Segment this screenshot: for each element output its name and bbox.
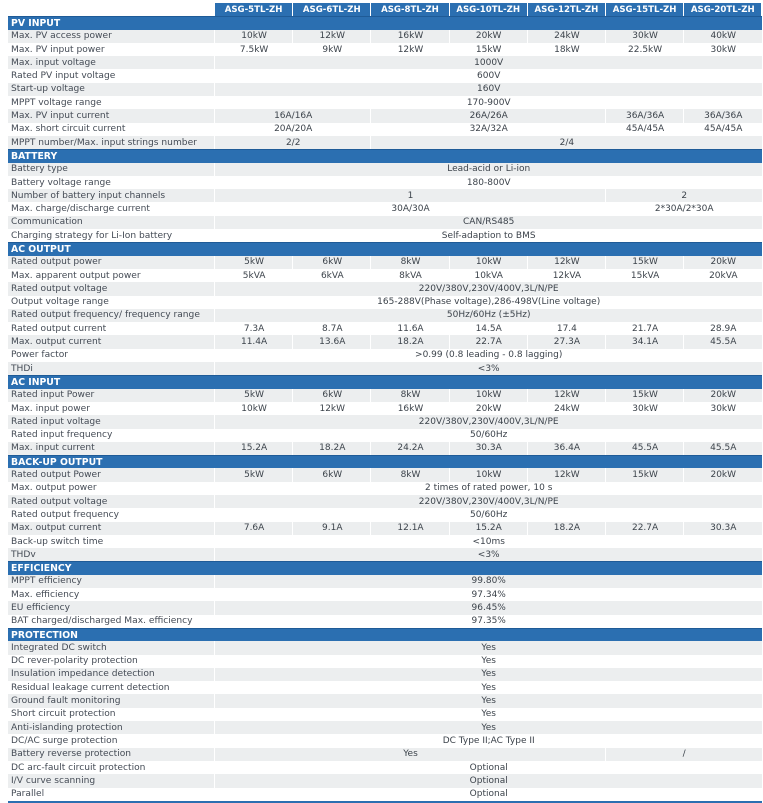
spec-label: DC rever-polarity protection <box>11 656 138 667</box>
spec-row <box>8 269 762 282</box>
model-header-row <box>8 3 762 16</box>
spec-row <box>8 56 762 69</box>
spec-value: 8kW <box>370 256 449 269</box>
spec-label: Insulation impedance detection <box>11 669 155 680</box>
spec-row <box>8 309 762 322</box>
spec-value: 30kW <box>605 30 684 43</box>
spec-label: MPPT efficiency <box>11 576 82 587</box>
spec-value: Optional <box>214 788 762 801</box>
spec-label: Integrated DC switch <box>11 642 107 653</box>
spec-value: 97.34% <box>214 588 762 601</box>
spec-label: MPPT voltage range <box>11 97 102 108</box>
spec-value: 14.5A <box>449 322 528 335</box>
spec-label: Rated input voltage <box>11 416 101 427</box>
spec-value: 40kW <box>683 30 762 43</box>
spec-row <box>8 229 762 242</box>
spec-label: Max. output current <box>11 523 102 534</box>
section-title: AC OUTPUT <box>11 243 71 255</box>
spec-label: Communication <box>11 217 83 228</box>
spec-value: Optional <box>214 774 762 787</box>
spec-row <box>8 522 762 535</box>
spec-row <box>8 189 762 202</box>
spec-value: 26A/26A <box>370 109 606 122</box>
spec-label: Rated output power <box>11 257 102 268</box>
spec-row <box>8 43 762 56</box>
spec-value: 15kW <box>449 43 528 56</box>
spec-value: 24kW <box>527 30 606 43</box>
spec-value: 24kW <box>527 402 606 415</box>
spec-label: Max. input power <box>11 403 90 414</box>
spec-row <box>8 748 762 761</box>
section-header <box>8 375 762 388</box>
spec-value: <10ms <box>214 535 762 548</box>
model-header: ASG-10TL-ZH <box>449 3 527 16</box>
section-header <box>8 16 762 29</box>
spec-value: 18.2A <box>292 442 371 455</box>
spec-label: THDv <box>11 549 36 560</box>
spec-value: Yes <box>214 668 762 681</box>
spec-value: 50/60Hz <box>214 508 762 521</box>
spec-value: 97.35% <box>214 615 762 628</box>
spec-value: 12kW <box>527 468 606 481</box>
section-title: EFFICIENCY <box>11 563 72 575</box>
spec-value: CAN/RS485 <box>214 216 762 229</box>
spec-label: Rated PV input voltage <box>11 71 116 82</box>
spec-label: DC/AC surge protection <box>11 735 118 746</box>
spec-row <box>8 322 762 335</box>
spec-value: 1000V <box>214 56 762 69</box>
spec-value: 15kW <box>605 256 684 269</box>
spec-value: 30.3A <box>449 442 528 455</box>
spec-value: 30kW <box>605 402 684 415</box>
spec-value: 5kW <box>214 256 293 269</box>
spec-value: 15.2A <box>449 522 528 535</box>
spec-value: 8kW <box>370 468 449 481</box>
spec-value: 22.7A <box>449 335 528 348</box>
spec-value: 50/60Hz <box>214 429 762 442</box>
spec-label: Max. efficiency <box>11 589 80 600</box>
spec-label: Rated output voltage <box>11 496 108 507</box>
spec-value: 18.2A <box>370 335 449 348</box>
spec-row <box>8 601 762 614</box>
spec-row <box>8 163 762 176</box>
spec-label: Max. input voltage <box>11 57 96 68</box>
spec-value: / <box>605 748 762 761</box>
spec-label: Max. short circuit current <box>11 124 126 135</box>
spec-value: 22.7A <box>605 522 684 535</box>
spec-value: 6kW <box>292 389 371 402</box>
spec-row <box>8 30 762 43</box>
spec-row <box>8 708 762 721</box>
spec-row <box>8 655 762 668</box>
spec-label: Back-up switch time <box>11 536 104 547</box>
spec-value: 45.5A <box>683 442 762 455</box>
spec-label: Short circuit protection <box>11 709 116 720</box>
spec-value: 20A/20A <box>214 123 371 136</box>
spec-value: 27.3A <box>527 335 606 348</box>
spec-value: 36A/36A <box>605 109 684 122</box>
spec-value: 2/4 <box>370 136 762 149</box>
spec-value: 45A/45A <box>605 123 684 136</box>
spec-label: Ground fault monitoring <box>11 696 121 707</box>
spec-value: 34.1A <box>605 335 684 348</box>
spec-row <box>8 575 762 588</box>
spec-label: THDi <box>11 363 33 374</box>
spec-row <box>8 349 762 362</box>
spec-value: 30kW <box>683 43 762 56</box>
spec-value: 18.2A <box>527 522 606 535</box>
spec-value: 22.5kW <box>605 43 684 56</box>
spec-row <box>8 548 762 561</box>
spec-row <box>8 96 762 109</box>
spec-value: 21.7A <box>605 322 684 335</box>
spec-value: 18kW <box>527 43 606 56</box>
spec-value: Yes <box>214 721 762 734</box>
spec-value: Yes <box>214 655 762 668</box>
spec-row <box>8 734 762 747</box>
spec-row <box>8 216 762 229</box>
spec-row <box>8 641 762 654</box>
spec-label: Max. charge/discharge current <box>11 204 150 215</box>
spec-value: 36A/36A <box>683 109 762 122</box>
spec-value: 12kVA <box>527 269 606 282</box>
spec-value: 12kW <box>527 389 606 402</box>
spec-value: 8kW <box>370 389 449 402</box>
spec-value: 220V/380V,230V/400V,3L/N/PE <box>214 495 762 508</box>
spec-label: Battery reverse protection <box>11 749 132 760</box>
model-header: ASG-12TL-ZH <box>527 3 605 16</box>
spec-row <box>8 402 762 415</box>
spec-value: 15kW <box>605 389 684 402</box>
spec-row <box>8 615 762 628</box>
spec-value: 10kW <box>449 389 528 402</box>
spec-row <box>8 761 762 774</box>
spec-value: 12kW <box>292 402 371 415</box>
spec-value: 10kW <box>449 468 528 481</box>
spec-value: 8kVA <box>370 269 449 282</box>
spec-value: 36.4A <box>527 442 606 455</box>
spec-value: 50Hz/60Hz (±5Hz) <box>214 309 762 322</box>
spec-row <box>8 335 762 348</box>
spec-value: 8.7A <box>292 322 371 335</box>
spec-row <box>8 508 762 521</box>
spec-value: 6kW <box>292 468 371 481</box>
spec-table <box>8 3 762 801</box>
spec-row <box>8 202 762 215</box>
spec-value: Lead-acid or Li-ion <box>214 163 762 176</box>
spec-value: Yes <box>214 681 762 694</box>
spec-label: Charging strategy for Li-Ion battery <box>11 230 173 241</box>
spec-row <box>8 588 762 601</box>
section-header <box>8 242 762 255</box>
spec-label: Number of battery input channels <box>11 190 166 201</box>
spec-value: Yes <box>214 748 606 761</box>
spec-value: 180-800V <box>214 176 762 189</box>
spec-row <box>8 176 762 189</box>
model-header: ASG-20TL-ZH <box>683 3 761 16</box>
spec-row <box>8 681 762 694</box>
spec-value: 170-900V <box>214 96 762 109</box>
spec-value: 12kW <box>292 30 371 43</box>
model-header: ASG-15TL-ZH <box>605 3 683 16</box>
section-title: AC INPUT <box>11 376 61 388</box>
spec-row <box>8 429 762 442</box>
spec-row <box>8 535 762 548</box>
spec-value: 15.2A <box>214 442 293 455</box>
spec-row <box>8 495 762 508</box>
spec-value: 32A/32A <box>370 123 606 136</box>
spec-value: 5kW <box>214 389 293 402</box>
spec-label: EU efficiency <box>11 603 70 613</box>
spec-value: 165-288V(Phase voltage),286-498V(Line voltage) <box>214 296 762 309</box>
spec-value: 220V/380V,230V/400V,3L/N/PE <box>214 282 762 295</box>
spec-row <box>8 721 762 734</box>
spec-value: 6kVA <box>292 269 371 282</box>
spec-label: BAT charged/discharged Max. efficiency <box>11 616 193 627</box>
section-title: BATTERY <box>11 150 58 162</box>
spec-value: 20kW <box>683 468 762 481</box>
spec-row <box>8 83 762 96</box>
spec-label: Rated output voltage <box>11 283 108 294</box>
spec-value: 15kVA <box>605 269 684 282</box>
spec-value: 2 times of rated power, 10 s <box>214 482 762 495</box>
model-header: ASG-6TL-ZH <box>292 3 370 16</box>
spec-label: MPPT number/Max. input strings number <box>11 137 197 148</box>
spec-row <box>8 774 762 787</box>
spec-value: 220V/380V,230V/400V,3L/N/PE <box>214 415 762 428</box>
spec-label: Max. input current <box>11 443 95 454</box>
spec-value: Self-adaption to BMS <box>214 229 762 242</box>
spec-row <box>8 362 762 375</box>
spec-row <box>8 109 762 122</box>
spec-value: DC Type II;AC Type II <box>214 734 762 747</box>
spec-value: 16A/16A <box>214 109 371 122</box>
spec-row <box>8 123 762 136</box>
spec-row <box>8 442 762 455</box>
spec-row <box>8 482 762 495</box>
spec-value: 2*30A/2*30A <box>605 202 762 215</box>
spec-value: 600V <box>214 69 762 82</box>
spec-value: <3% <box>214 362 762 375</box>
spec-label: Battery type <box>11 164 68 175</box>
spec-label: Rated output frequency <box>11 509 120 520</box>
spec-value: 11.4A <box>214 335 293 348</box>
spec-value: 16kW <box>370 402 449 415</box>
spec-value: <3% <box>214 548 762 561</box>
spec-label: Max. output power <box>11 483 97 494</box>
spec-value: 20kVA <box>683 269 762 282</box>
spec-label: Max. PV input current <box>11 111 110 122</box>
spec-value: 30kW <box>683 402 762 415</box>
spec-label: Rated output frequency/ frequency range <box>11 310 200 321</box>
spec-row <box>8 694 762 707</box>
spec-value: Yes <box>214 708 762 721</box>
spec-value: 96.45% <box>214 601 762 614</box>
spec-value: 20kW <box>449 402 528 415</box>
model-header: ASG-5TL-ZH <box>214 3 292 16</box>
section-header <box>8 561 762 574</box>
spec-value: 30A/30A <box>214 202 606 215</box>
spec-label: Anti-islanding protection <box>11 722 123 733</box>
spec-label: I/V curve scanning <box>11 775 96 786</box>
spec-label: Max. PV input power <box>11 44 105 55</box>
spec-value: 30.3A <box>683 522 762 535</box>
spec-value: 20kW <box>683 256 762 269</box>
spec-label: Rated output current <box>11 323 107 334</box>
spec-value: 7.6A <box>214 522 293 535</box>
spec-value: Optional <box>214 761 762 774</box>
spec-label: Residual leakage current detection <box>11 682 170 693</box>
spec-value: 17.4 <box>527 322 606 335</box>
spec-row <box>8 389 762 402</box>
spec-value: 16kW <box>370 30 449 43</box>
spec-value: 1 <box>214 189 606 202</box>
spec-row <box>8 69 762 82</box>
spec-label: Parallel <box>11 789 45 800</box>
spec-value: 45.5A <box>605 442 684 455</box>
section-title: BACK-UP OUTPUT <box>11 456 103 468</box>
spec-value: 10kVA <box>449 269 528 282</box>
section-header <box>8 628 762 641</box>
spec-value: 24.2A <box>370 442 449 455</box>
spec-value: 7.5kW <box>214 43 293 56</box>
spec-value: 10kW <box>214 402 293 415</box>
spec-label: Rated output Power <box>11 470 101 481</box>
spec-value: 7.3A <box>214 322 293 335</box>
spec-label: Rated input Power <box>11 390 95 401</box>
spec-value: 45.5A <box>683 335 762 348</box>
spec-label: Start-up voltage <box>11 84 85 95</box>
spec-value: 12kW <box>370 43 449 56</box>
spec-value: 12.1A <box>370 522 449 535</box>
section-title: PROTECTION <box>11 629 78 641</box>
spec-label: Rated input frequency <box>11 430 113 441</box>
spec-value: 28.9A <box>683 322 762 335</box>
spec-row <box>8 668 762 681</box>
spec-value: 45A/45A <box>683 123 762 136</box>
spec-value: 99.80% <box>214 575 762 588</box>
spec-value: 5kW <box>214 468 293 481</box>
spec-value: >0.99 (0.8 leading - 0.8 lagging) <box>214 349 762 362</box>
spec-value: 2/2 <box>214 136 371 149</box>
spec-value: 12kW <box>527 256 606 269</box>
spec-row <box>8 788 762 801</box>
spec-value: 9.1A <box>292 522 371 535</box>
spec-label: Battery voltage range <box>11 177 111 188</box>
spec-value: 5kVA <box>214 269 293 282</box>
spec-value: 20kW <box>449 30 528 43</box>
section-header <box>8 455 762 468</box>
spec-label: Power factor <box>11 350 69 361</box>
spec-label: Max. apparent output power <box>11 270 141 281</box>
spec-row <box>8 468 762 481</box>
spec-row <box>8 256 762 269</box>
spec-value: 15kW <box>605 468 684 481</box>
spec-value: 13.6A <box>292 335 371 348</box>
spec-label: Output voltage range <box>11 297 109 308</box>
spec-label: Max. PV access power <box>11 31 112 42</box>
spec-value: 6kW <box>292 256 371 269</box>
spec-label: Max. output current <box>11 337 102 348</box>
model-header: ASG-8TL-ZH <box>370 3 448 16</box>
spec-row <box>8 296 762 309</box>
spec-row <box>8 415 762 428</box>
spec-value: 160V <box>214 83 762 96</box>
spec-value: Yes <box>214 641 762 654</box>
spec-value: 2 <box>605 189 762 202</box>
spec-row <box>8 282 762 295</box>
section-header <box>8 149 762 162</box>
spec-value: 20kW <box>683 389 762 402</box>
section-title: PV INPUT <box>11 17 61 29</box>
spec-value: 10kW <box>214 30 293 43</box>
spec-value: 9kW <box>292 43 371 56</box>
spec-label: DC arc-fault circuit protection <box>11 762 146 773</box>
spec-row <box>8 136 762 149</box>
spec-value: 11.6A <box>370 322 449 335</box>
spec-value: 10kW <box>449 256 528 269</box>
spec-value: Yes <box>214 694 762 707</box>
